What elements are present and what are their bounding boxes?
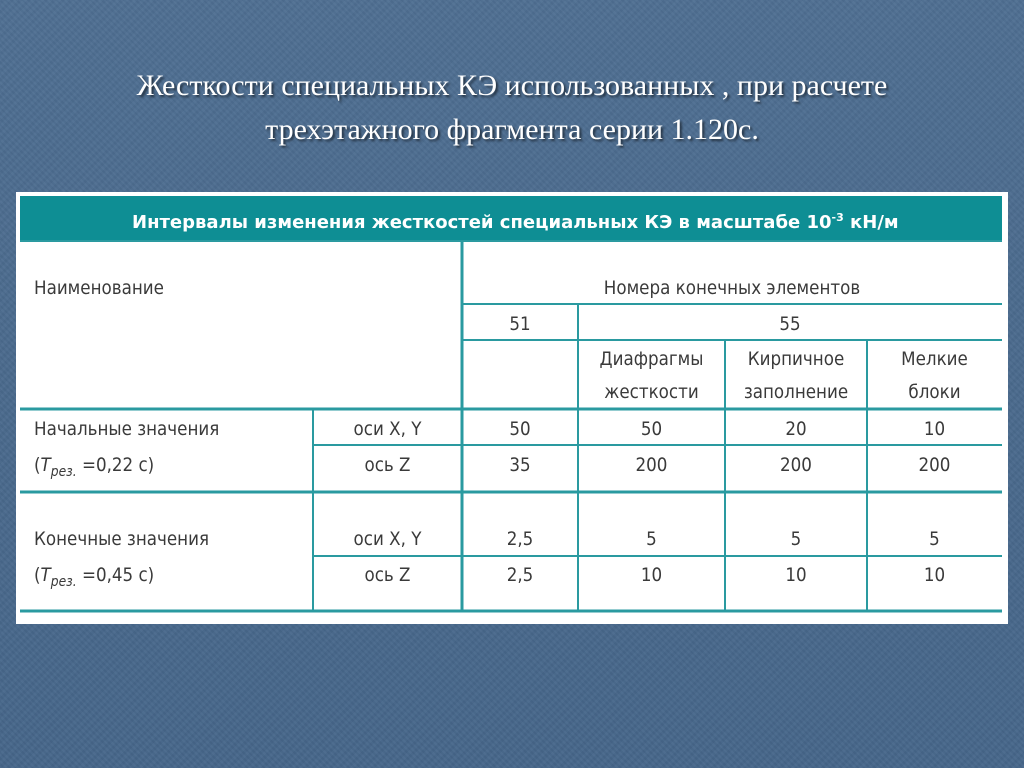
table-row-final-z-51: 2,5 xyxy=(506,564,534,586)
group-initial-period: ($T_{рез.} =0,22$ с) xyxy=(34,454,155,480)
table-row-initial-xy-small: 10 xyxy=(923,418,946,440)
table-row-initial-z-small: 200 xyxy=(918,454,951,476)
subcolumn-diaphragm-header xyxy=(587,343,716,409)
table-row-initial-z-diaphragm: 200 xyxy=(635,454,668,476)
table-row-final-z-diaphragm: 10 xyxy=(640,564,663,586)
slide-title xyxy=(40,64,984,152)
subcolumn-diaphragm-line-1: Диафрагмы xyxy=(599,348,704,370)
subcolumn-small-blocks-line-1: Мелкие xyxy=(901,348,968,370)
column-51-header: 51 xyxy=(509,313,531,335)
table-grid xyxy=(16,192,1008,624)
table-row-final-xy-diaphragm: 5 xyxy=(646,528,657,550)
table-row-final-z-small: 10 xyxy=(923,564,946,586)
group-final-period: ($T_{рез.} =0,45$ с) xyxy=(34,564,155,590)
table-row-final-xy-brick: 5 xyxy=(790,528,802,550)
table-row-final-xy-small: 5 xyxy=(929,528,940,550)
slide-title-line-2: трехэтажного фрагмента серии 1.120с. xyxy=(265,113,759,146)
table-row-final-xy-axis: оси X, Y xyxy=(353,528,422,550)
subcolumn-small-blocks-header xyxy=(875,343,994,409)
table-row-initial-xy-51: 50 xyxy=(509,418,531,440)
table-row-initial-xy-brick: 20 xyxy=(785,418,807,440)
table-row-initial-xy-diaphragm: 50 xyxy=(640,418,663,440)
subcolumn-brick-line-2: заполнение xyxy=(743,381,849,403)
table-row-initial-xy-axis: оси X, Y xyxy=(353,418,422,440)
subcolumn-brick-line-1: Кирпичное xyxy=(747,348,845,370)
table-row-final-z-axis: ось Z xyxy=(364,564,411,586)
table-row-final-z-brick: 10 xyxy=(785,564,807,586)
subcolumn-small-blocks-line-2: блоки xyxy=(908,381,961,403)
table-row-final-xy-51: 2,5 xyxy=(506,528,534,550)
subcolumn-diaphragm-line-2: жесткости xyxy=(604,381,699,403)
slide-title-line-1: Жесткости специальных КЭ использованных , при расчете xyxy=(136,69,888,102)
name-column-header: Наименование xyxy=(34,277,164,299)
group-final-label: Конечные значения xyxy=(34,528,210,550)
stiffness-table xyxy=(16,192,1008,624)
table-row-initial-z-51: 35 xyxy=(509,454,531,476)
table-header-exponent: -3 xyxy=(831,211,844,224)
elements-column-header: Номера конечных элементов xyxy=(603,277,861,299)
subcolumn-brick-header xyxy=(734,343,859,409)
table-row-initial-z-axis: ось Z xyxy=(364,454,411,476)
table-header-unit: кН/м xyxy=(843,212,899,233)
table-header-text: Интервалы изменения жесткостей специальных КЭ в масштабе 10 xyxy=(132,212,832,233)
table-row-initial-z-brick: 200 xyxy=(780,454,812,476)
column-55-header: 55 xyxy=(779,313,801,335)
group-initial-label: Начальные значения xyxy=(34,418,220,440)
